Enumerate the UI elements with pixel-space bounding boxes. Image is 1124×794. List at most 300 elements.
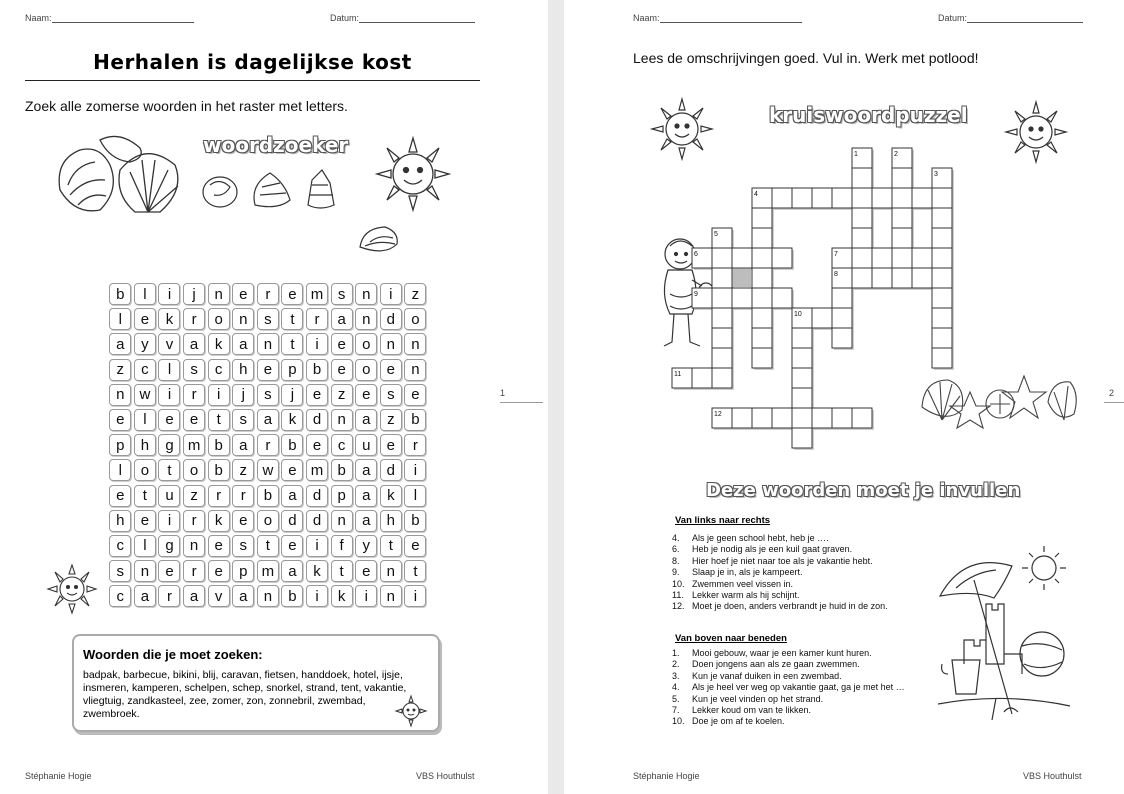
grid-cell[interactable]: n xyxy=(404,359,426,381)
grid-cell[interactable]: e xyxy=(306,434,328,456)
grid-cell[interactable]: c xyxy=(109,585,131,607)
grid-cell[interactable]: j xyxy=(281,384,303,406)
grid-cell[interactable]: n xyxy=(183,535,205,557)
crossword-cell[interactable] xyxy=(932,208,952,228)
grid-cell[interactable]: i xyxy=(380,283,402,305)
grid-cell[interactable]: e xyxy=(158,560,180,582)
crossword-cell[interactable] xyxy=(792,188,812,208)
grid-cell[interactable]: e xyxy=(380,434,402,456)
beach-sandcastle-illustration xyxy=(934,544,1074,722)
crossword-heading: kruiswoordpuzzel xyxy=(769,103,968,127)
grid-cell[interactable]: j xyxy=(232,384,254,406)
crossword-number: 8 xyxy=(834,271,838,278)
grid-cell[interactable]: e xyxy=(281,283,303,305)
grid-cell[interactable]: a xyxy=(109,333,131,355)
grid-cell[interactable]: d xyxy=(281,510,303,532)
crossword-cell[interactable] xyxy=(752,208,772,228)
grid-cell[interactable]: n xyxy=(208,283,230,305)
crossword-cell[interactable] xyxy=(752,348,772,368)
grid-cell[interactable]: d xyxy=(380,308,402,330)
crossword-cell[interactable] xyxy=(792,328,812,348)
grid-cell[interactable]: n xyxy=(109,384,131,406)
crossword-cell[interactable] xyxy=(892,168,912,188)
grid-cell[interactable]: k xyxy=(208,510,230,532)
grid-cell[interactable]: s xyxy=(109,560,131,582)
grid-cell[interactable]: u xyxy=(158,485,180,507)
grid-row xyxy=(108,459,428,484)
crossword-cell[interactable] xyxy=(832,288,852,308)
grid-cell[interactable]: d xyxy=(306,485,328,507)
crossword-cell[interactable] xyxy=(872,268,892,288)
clue-number: 3. xyxy=(672,670,680,681)
grid-cell[interactable]: r xyxy=(183,510,205,532)
clue-item xyxy=(672,694,905,705)
date-label: Datum: xyxy=(330,13,360,23)
grid-cell[interactable]: a xyxy=(355,409,377,431)
grid-cell[interactable]: o xyxy=(355,333,377,355)
grid-cell[interactable]: s xyxy=(183,359,205,381)
grid-cell[interactable]: i xyxy=(306,535,328,557)
grid-cell[interactable]: e xyxy=(134,510,156,532)
crossword-cell[interactable] xyxy=(852,188,872,208)
sun-icon-small xyxy=(45,562,100,617)
grid-cell[interactable]: c xyxy=(109,535,131,557)
grid-cell[interactable]: m xyxy=(306,283,328,305)
name-label: Naam: xyxy=(25,13,52,23)
grid-cell[interactable]: i xyxy=(158,283,180,305)
grid-cell[interactable]: n xyxy=(355,283,377,305)
crossword-cell[interactable] xyxy=(752,408,772,428)
grid-cell[interactable]: c xyxy=(208,359,230,381)
grid-cell[interactable]: a xyxy=(232,333,254,355)
grid-cell[interactable]: a xyxy=(183,585,205,607)
grid-cell[interactable]: a xyxy=(281,485,303,507)
grid-cell[interactable]: a xyxy=(232,434,254,456)
grid-cell[interactable]: r xyxy=(306,308,328,330)
grid-cell[interactable]: i xyxy=(208,384,230,406)
crossword-cell[interactable] xyxy=(772,248,792,268)
crossword-cell[interactable] xyxy=(712,348,732,368)
grid-cell[interactable]: l xyxy=(134,535,156,557)
grid-cell[interactable]: l xyxy=(134,283,156,305)
grid-cell[interactable]: e xyxy=(355,560,377,582)
grid-cell[interactable]: s xyxy=(331,283,353,305)
clue-number: 11. xyxy=(672,590,684,601)
crossword-cell[interactable] xyxy=(872,248,892,268)
crossword-cell[interactable] xyxy=(792,408,812,428)
crossword-cell[interactable] xyxy=(852,248,872,268)
grid-cell[interactable]: e xyxy=(331,359,353,381)
grid-cell[interactable]: n xyxy=(232,308,254,330)
clue-item xyxy=(672,716,905,727)
grid-cell[interactable]: r xyxy=(404,434,426,456)
grid-cell[interactable]: b xyxy=(281,585,303,607)
crossword-cell[interactable] xyxy=(772,408,792,428)
grid-cell[interactable]: r xyxy=(183,560,205,582)
grid-cell[interactable]: e xyxy=(208,560,230,582)
grid-cell[interactable]: r xyxy=(257,434,279,456)
grid-cell[interactable]: a xyxy=(183,333,205,355)
crossword-cell[interactable] xyxy=(812,408,832,428)
grid-cell[interactable]: v xyxy=(208,585,230,607)
grid-cell[interactable]: u xyxy=(355,434,377,456)
crossword-cell[interactable] xyxy=(852,168,872,188)
grid-cell[interactable]: p xyxy=(232,560,254,582)
grid-cell[interactable]: n xyxy=(257,585,279,607)
grid-cell[interactable]: m xyxy=(257,560,279,582)
grid-cell[interactable]: h xyxy=(134,434,156,456)
grid-cell[interactable]: t xyxy=(158,459,180,481)
grid-cell[interactable]: e xyxy=(183,409,205,431)
grid-row xyxy=(108,333,428,358)
grid-cell[interactable]: a xyxy=(355,510,377,532)
crossword-cell[interactable] xyxy=(892,268,912,288)
crossword-cell[interactable] xyxy=(852,408,872,428)
grid-cell[interactable]: v xyxy=(158,333,180,355)
grid-cell[interactable]: e xyxy=(257,359,279,381)
crossword-cell[interactable] xyxy=(712,368,732,388)
grid-row xyxy=(108,560,428,585)
page-title: Herhalen is dagelijkse kost xyxy=(93,50,412,74)
grid-cell[interactable]: z xyxy=(380,409,402,431)
clue-text: Slaap je in, als je kampeert. xyxy=(692,567,803,578)
crossword-cell[interactable] xyxy=(732,288,752,308)
clue-item xyxy=(672,648,905,659)
crossword-number: 2 xyxy=(894,151,898,158)
grid-cell[interactable]: n xyxy=(331,510,353,532)
grid-cell[interactable]: t xyxy=(380,535,402,557)
clue-item xyxy=(672,590,888,601)
grid-cell[interactable]: e xyxy=(208,535,230,557)
grid-row xyxy=(108,283,428,308)
clue-item xyxy=(672,671,905,682)
grid-cell[interactable]: e xyxy=(109,409,131,431)
grid-cell[interactable]: b xyxy=(208,434,230,456)
grid-cell[interactable]: b xyxy=(306,359,328,381)
crossword-cell[interactable] xyxy=(932,328,952,348)
grid-cell[interactable]: n xyxy=(380,560,402,582)
crossword-cell[interactable] xyxy=(932,348,952,368)
grid-cell[interactable]: e xyxy=(232,283,254,305)
clue-text: Mooi gebouw, waar je een kamer kunt huren. xyxy=(692,648,872,658)
grid-cell[interactable]: y xyxy=(355,535,377,557)
grid-cell[interactable]: n xyxy=(380,333,402,355)
grid-cell[interactable]: b xyxy=(109,283,131,305)
crossword-cell[interactable] xyxy=(832,328,852,348)
crossword-cell[interactable] xyxy=(932,308,952,328)
crossword-cell[interactable] xyxy=(932,188,952,208)
grid-cell[interactable]: e xyxy=(331,333,353,355)
crossword-cell[interactable] xyxy=(712,288,732,308)
crossword-cell[interactable] xyxy=(892,228,912,248)
grid-cell[interactable]: d xyxy=(380,459,402,481)
grid-cell[interactable]: m xyxy=(183,434,205,456)
crossword-cell[interactable] xyxy=(712,248,732,268)
grid-cell[interactable]: w xyxy=(134,384,156,406)
grid-cell[interactable]: e xyxy=(404,535,426,557)
margin-line xyxy=(1104,402,1124,403)
grid-cell[interactable]: t xyxy=(331,560,353,582)
clue-text: Als je heel ver weg op vakantie gaat, ga je met het … xyxy=(692,682,905,693)
grid-cell[interactable]: z xyxy=(232,459,254,481)
clue-number: 4. xyxy=(672,682,680,693)
grid-cell[interactable]: e xyxy=(380,359,402,381)
grid-cell[interactable]: t xyxy=(134,485,156,507)
grid-cell[interactable]: o xyxy=(404,308,426,330)
footer-school: VBS Houthulst xyxy=(416,771,475,781)
grid-cell[interactable]: r xyxy=(183,308,205,330)
words-list: badpak, barbecue, bikini, blij, caravan, fietsen, handdoek, hotel, ijsje, insmeren, kamperen, schelpen, schep, snorkel, strand, tent, vakantie, vliegtuig, zandkasteel, zee, zomer, zon, zonnebril, zwembad, zwembroek. xyxy=(83,669,407,720)
grid-cell[interactable]: z xyxy=(183,485,205,507)
grid-cell[interactable]: o xyxy=(355,359,377,381)
crossword-cell[interactable] xyxy=(712,268,732,288)
crossword-cell[interactable] xyxy=(792,348,812,368)
grid-cell[interactable]: i xyxy=(355,585,377,607)
grid-cell[interactable]: b xyxy=(281,434,303,456)
clue-item xyxy=(672,579,888,590)
grid-cell[interactable]: n xyxy=(404,333,426,355)
crossword-cell[interactable] xyxy=(932,228,952,248)
grid-cell[interactable]: e xyxy=(281,535,303,557)
footer-author: Stéphanie Hogie xyxy=(633,771,700,781)
crossword-cell[interactable] xyxy=(792,368,812,388)
crossword-cell[interactable] xyxy=(832,188,852,208)
crossword-cell[interactable] xyxy=(912,268,932,288)
grid-cell[interactable]: e xyxy=(281,459,303,481)
grid-row xyxy=(108,359,428,384)
grid-cell[interactable]: r xyxy=(183,384,205,406)
grid-cell[interactable]: i xyxy=(158,510,180,532)
clue-number: 7. xyxy=(672,705,680,716)
crossword-cell[interactable] xyxy=(832,408,852,428)
crossword-cell[interactable] xyxy=(752,248,772,268)
clue-text: Lekker koud om van te likken. xyxy=(692,705,812,716)
crossword-cell[interactable] xyxy=(912,188,932,208)
crossword-cell[interactable] xyxy=(712,308,732,328)
date-label: Datum: xyxy=(938,13,968,23)
crossword-cell[interactable] xyxy=(832,308,852,328)
grid-cell[interactable]: t xyxy=(257,535,279,557)
grid-cell[interactable]: i xyxy=(306,585,328,607)
clue-text: Zwemmen veel vissen in. xyxy=(692,578,794,589)
grid-cell[interactable]: e xyxy=(232,510,254,532)
crossword-cell[interactable] xyxy=(852,268,872,288)
clue-number: 5. xyxy=(672,693,680,704)
crossword-cell[interactable] xyxy=(912,248,932,268)
grid-row xyxy=(108,535,428,560)
grid-cell[interactable]: k xyxy=(380,485,402,507)
grid-cell[interactable]: o xyxy=(257,510,279,532)
grid-cell[interactable]: h xyxy=(232,359,254,381)
crossword-cell[interactable] xyxy=(812,188,832,208)
clue-item xyxy=(672,544,888,555)
crossword-number: 7 xyxy=(834,251,838,258)
grid-cell[interactable]: d xyxy=(306,409,328,431)
grid-cell[interactable]: a xyxy=(134,585,156,607)
grid-cell[interactable]: a xyxy=(281,560,303,582)
title-divider xyxy=(25,80,480,81)
grid-cell[interactable]: r xyxy=(208,485,230,507)
grid-row xyxy=(108,485,428,510)
grid-cell[interactable]: z xyxy=(109,359,131,381)
crossword-cell[interactable] xyxy=(772,188,792,208)
grid-cell[interactable]: e xyxy=(134,308,156,330)
grid-cell[interactable]: a xyxy=(232,585,254,607)
crossword-cell[interactable] xyxy=(932,288,952,308)
crossword-number: 1 xyxy=(854,151,858,158)
grid-cell[interactable]: k xyxy=(281,409,303,431)
clue-number: 10. xyxy=(672,578,685,589)
crossword-cell[interactable] xyxy=(872,188,892,208)
crossword-cell[interactable] xyxy=(852,228,872,248)
grid-cell[interactable]: t xyxy=(404,560,426,582)
grid-cell[interactable]: b xyxy=(208,459,230,481)
grid-cell[interactable]: s xyxy=(257,384,279,406)
grid-cell[interactable]: n xyxy=(331,409,353,431)
grid-cell[interactable]: s xyxy=(232,535,254,557)
grid-cell[interactable]: s xyxy=(257,308,279,330)
grid-cell[interactable]: b xyxy=(404,510,426,532)
crossword-cell[interactable] xyxy=(812,308,832,328)
grid-cell[interactable]: l xyxy=(404,485,426,507)
clue-item xyxy=(672,556,888,567)
clue-text: Moet je doen, anders verbrandt je huid in de zon. xyxy=(692,601,888,612)
crossword-cell[interactable] xyxy=(792,428,812,448)
grid-cell[interactable]: o xyxy=(183,459,205,481)
grid-cell[interactable]: n xyxy=(355,308,377,330)
grid-cell[interactable]: h xyxy=(380,510,402,532)
grid-cell[interactable]: g xyxy=(158,535,180,557)
grid-cell[interactable]: k xyxy=(158,308,180,330)
clue-number: 6. xyxy=(672,544,680,555)
clue-text: Kun je vanaf duiken in een zwembad. xyxy=(692,670,842,681)
grid-cell[interactable]: l xyxy=(134,409,156,431)
sun-icon-tiny xyxy=(394,694,428,728)
crossword-number: 10 xyxy=(794,311,802,318)
grid-cell[interactable]: l xyxy=(109,459,131,481)
grid-cell[interactable]: f xyxy=(331,535,353,557)
grid-cell[interactable]: a xyxy=(355,459,377,481)
grid-cell[interactable]: l xyxy=(158,359,180,381)
crossword-cell[interactable] xyxy=(892,208,912,228)
clue-text: Doe je om af te koelen. xyxy=(692,716,785,727)
page-number: 2 xyxy=(1109,388,1115,398)
grid-cell[interactable]: r xyxy=(257,283,279,305)
grid-cell[interactable]: p xyxy=(109,434,131,456)
crossword-cell[interactable] xyxy=(752,308,772,328)
grid-cell[interactable]: w xyxy=(257,459,279,481)
grid-cell[interactable]: b xyxy=(257,485,279,507)
grid-cell[interactable]: m xyxy=(306,459,328,481)
crossword-cell[interactable] xyxy=(752,268,772,288)
crossword-cell[interactable] xyxy=(752,228,772,248)
crossword-cell[interactable] xyxy=(932,268,952,288)
crossword-cell[interactable] xyxy=(792,388,812,408)
grid-cell[interactable]: c xyxy=(134,359,156,381)
crossword-cell[interactable] xyxy=(752,328,772,348)
crossword-cell[interactable] xyxy=(772,288,792,308)
grid-cell[interactable]: b xyxy=(404,409,426,431)
grid-cell[interactable]: r xyxy=(158,585,180,607)
clue-number: 12. xyxy=(672,601,685,612)
grid-cell[interactable]: k xyxy=(306,560,328,582)
grid-cell[interactable]: e xyxy=(404,384,426,406)
crossword-number: 3 xyxy=(934,171,938,178)
grid-cell[interactable]: z xyxy=(331,384,353,406)
grid-cell[interactable]: b xyxy=(331,459,353,481)
grid-cell[interactable]: z xyxy=(404,283,426,305)
crossword-cell[interactable] xyxy=(692,368,712,388)
crossword-cell[interactable] xyxy=(932,248,952,268)
grid-cell[interactable]: e xyxy=(109,485,131,507)
grid-cell[interactable]: r xyxy=(232,485,254,507)
grid-cell[interactable]: h xyxy=(109,510,131,532)
clue-number: 2. xyxy=(672,659,680,670)
crossword-cell[interactable] xyxy=(752,288,772,308)
crossword-cell[interactable] xyxy=(732,408,752,428)
grid-cell[interactable]: n xyxy=(134,560,156,582)
crossword-cell[interactable] xyxy=(892,188,912,208)
clue-item xyxy=(672,601,888,612)
grid-cell[interactable]: y xyxy=(134,333,156,355)
name-field[interactable] xyxy=(25,13,194,23)
grid-cell[interactable]: i xyxy=(404,585,426,607)
grid-cell[interactable]: p xyxy=(331,485,353,507)
footer-school: VBS Houthulst xyxy=(1023,771,1082,781)
crossword-cell[interactable] xyxy=(852,208,872,228)
grid-cell[interactable]: o xyxy=(208,308,230,330)
grid-cell[interactable]: i xyxy=(306,333,328,355)
grid-cell[interactable]: g xyxy=(158,434,180,456)
grid-cell[interactable]: p xyxy=(281,359,303,381)
grid-cell[interactable]: a xyxy=(331,308,353,330)
grid-cell[interactable]: n xyxy=(380,585,402,607)
grid-cell[interactable]: t xyxy=(281,333,303,355)
grid-cell[interactable]: e xyxy=(306,384,328,406)
grid-row xyxy=(108,308,428,333)
grid-cell[interactable]: i xyxy=(404,459,426,481)
crossword-cell[interactable] xyxy=(732,248,752,268)
date-field[interactable] xyxy=(330,13,475,23)
grid-cell[interactable]: a xyxy=(257,409,279,431)
grid-cell[interactable]: d xyxy=(306,510,328,532)
grid-cell[interactable]: s xyxy=(232,409,254,431)
grid-cell[interactable]: e xyxy=(355,384,377,406)
crossword-cell[interactable] xyxy=(712,328,732,348)
wordsearch-heading: woordzoeker xyxy=(203,133,349,157)
clue-item xyxy=(672,567,888,578)
worksheet-page-1 xyxy=(0,0,548,794)
grid-row xyxy=(108,434,428,459)
words-subtitle: Deze woorden moet je invullen xyxy=(706,480,1021,501)
grid-cell[interactable]: j xyxy=(183,283,205,305)
grid-cell[interactable]: c xyxy=(331,434,353,456)
grid-cell[interactable]: n xyxy=(257,333,279,355)
grid-cell[interactable]: k xyxy=(331,585,353,607)
grid-cell[interactable]: k xyxy=(208,333,230,355)
grid-cell[interactable]: l xyxy=(109,308,131,330)
grid-cell[interactable]: i xyxy=(158,384,180,406)
grid-cell[interactable]: e xyxy=(158,409,180,431)
grid-cell[interactable]: t xyxy=(281,308,303,330)
grid-cell[interactable]: a xyxy=(355,485,377,507)
crossword-number: 5 xyxy=(714,231,718,238)
grid-cell[interactable]: o xyxy=(134,459,156,481)
grid-cell[interactable]: t xyxy=(208,409,230,431)
crossword-cell[interactable] xyxy=(892,248,912,268)
grid-cell[interactable]: s xyxy=(380,384,402,406)
shells-starfish-illustration xyxy=(918,372,1082,432)
